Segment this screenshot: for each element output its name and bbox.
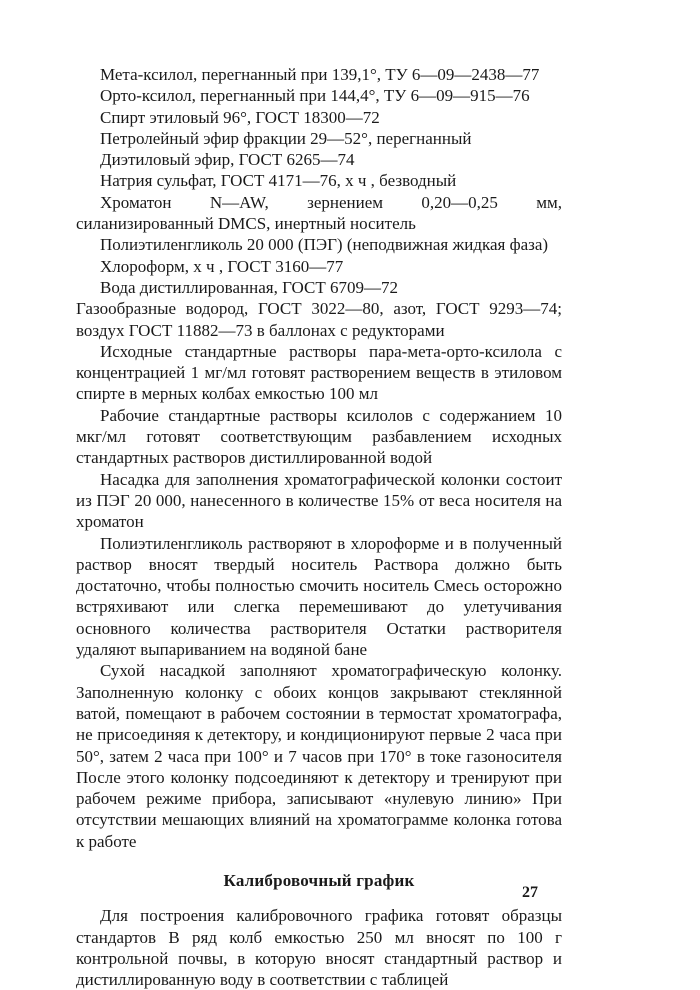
paragraph-working-solutions: Рабочие стандартные растворы ксилолов с содержанием 10 мкг/мл готовят соответствующим разбавлением исходных стандартных растворов дистиллированной водой [76, 405, 562, 468]
reagent-line: Мета-ксилол, перегнанный при 139,1°, ТУ 6—09—2438—77 [100, 65, 540, 84]
reagent-line: Орто-ксилол, перегнанный при 144,4°, ТУ 6—09—915—76 [100, 86, 530, 106]
section-heading: Калибровочный график [223, 870, 415, 890]
reagent-line: Диэтиловый эфир, ГОСТ 6265—74 [100, 150, 355, 170]
paragraph-packing: Насадка для заполнения хроматографической колонки состоит из ПЭГ 20 000, нанесенного в количестве 15% от веса носителя на хроматон [76, 469, 562, 532]
page-body [76, 64, 562, 990]
reagent-chromaton: Хроматон N—AW, зернением 0,20—0,25 мм, силанизированный DMCS, инертный носитель [76, 192, 562, 234]
reagent-line: Петролейный эфир фракции 29—52°, перегнанный [100, 128, 472, 148]
reagent-gases: Газообразные водород, ГОСТ 3022—80, азот, ГОСТ 9293—74; воздух ГОСТ 11882—73 в баллонах с редукторами [76, 299, 562, 340]
page-number: 27 [522, 884, 538, 901]
reagent-water: Вода дистиллированная, ГОСТ 6709—72 [100, 277, 398, 297]
reagent-chloroform: Хлороформ, х ч , ГОСТ 3160—77 [100, 256, 344, 276]
paragraph-dissolving: Полиэтиленгликоль растворяют в хлороформе и в полученный раствор вносят твердый носитель Раствора должно быть достаточно, чтобы полностью смочить носитель Смесь осторожно встряхивают или слегка перемешивают до улетучивания основного количества растворителя Остатки растворителя удаляют выпариванием на водяной бане [76, 533, 562, 660]
reagent-line: Спирт этиловый 96°, ГОСТ 18300—72 [100, 107, 380, 127]
paragraph-column-prep: Сухой насадкой заполняют хроматографическую колонку. Заполненную колонку с обоих концов закрывают стеклянной ватой, помещают в рабочем состоянии в термостат хроматографа, не присоединяя к детектору, и кондиционируют первые 2 часа при 50°, затем 2 часа при 100° и 7 часов при 170° в токе газоносителя После этого колонку подсоединяют к детектору и тренируют при рабочем режиме прибора, записывают «нулевую линию» При отсутствии мешающих влияний на хроматограмме колонка готова к работе [76, 661, 562, 851]
reagent-peg: Полиэтиленгликоль 20 000 (ПЭГ) (неподвижная жидкая фаза) [100, 235, 549, 255]
paragraph-calibration: Для построения калибровочного графика готовят образцы стандартов В ряд колб емкостью 250 мл вносят по 100 г контрольной почвы, в которую вносят стандартный раствор и дистиллированную воду в соответствии с таблицей [76, 906, 562, 990]
reagent-line: Натрия сульфат, ГОСТ 4171—76, х ч , безводный [100, 171, 457, 191]
paragraph-stock-solutions: Исходные стандартные растворы пара-мета-орто-ксилола с концентрацией 1 мг/мл готовят растворением веществ в этиловом спирте в мерных колбах емкостью 100 мл [76, 341, 562, 404]
